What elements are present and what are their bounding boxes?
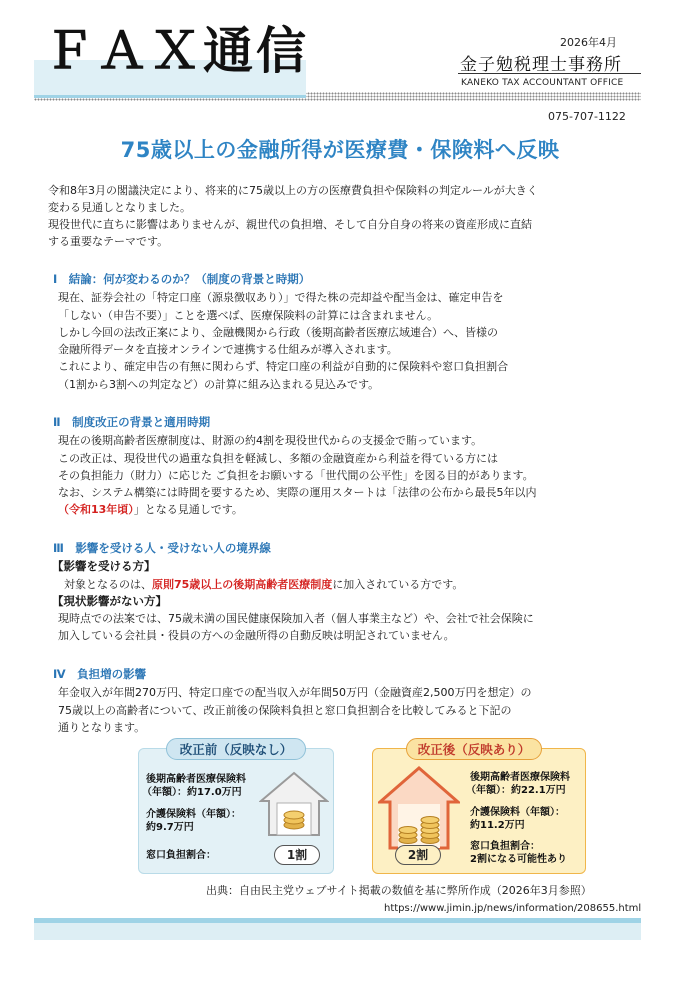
after-copay-value: 2割になる可能性あり <box>470 854 567 865</box>
intro-paragraph <box>48 182 648 250</box>
section-4 <box>48 666 648 736</box>
section-2-heading: Ⅱ 制度改正の背景と適用時期 <box>53 415 211 429</box>
intro-line: 令和8年3月の閣議決定により、将来的に75歳以上の方の医療費負担や保険料の判定ルールが大きく <box>48 184 538 197</box>
before-insurance-label: 後期高齢者医療保険料 <box>146 774 246 785</box>
affected-line <box>58 576 648 593</box>
section-2-line <box>58 501 648 518</box>
intro-line: する重要なテーマです。 <box>48 235 169 248</box>
after-insurance-value: （年額）：約22.1万円 <box>466 785 566 796</box>
main-title: 75歳以上の金融所得が医療費・保険料へ反映 <box>120 138 560 162</box>
before-copay-badge: 1割 <box>274 845 320 865</box>
after-copay-label: 窓口負担割合： <box>470 841 540 852</box>
section-1 <box>48 271 648 393</box>
after-copay-badge: 2割 <box>395 845 441 865</box>
before-care-label: 介護保険料（年額）： <box>146 809 241 820</box>
house-coins-icon <box>259 769 329 839</box>
issue-date: 2026年4月 <box>560 36 617 49</box>
section-4-line: 通りとなります。 <box>58 720 146 734</box>
unaffected-line: 現時点での法案では、75歳未満の国民健康保険加入者（個人事業主など）や、会社で社会保険に <box>58 612 534 626</box>
before-care-value: 約9.7万円 <box>146 822 194 833</box>
affected-pre: 対象となるのは、 <box>64 577 152 591</box>
after-insurance-label: 後期高齢者医療保険料 <box>470 772 570 783</box>
section-1-heading: Ⅰ 結論：何が変わるのか？（制度の背景と時期） <box>53 272 311 286</box>
fax-title: ＦＡＸ通信 <box>44 21 309 80</box>
section-4-heading: Ⅳ 負担増の影響 <box>53 667 147 681</box>
section-1-line: 現在、証券会社の「特定口座（源泉徴収あり）」で得た株の売却益や配当金は、確定申告を <box>58 291 504 305</box>
section-2-line: その負担能力（財力）に応じた ご負担をお願いする「世代間の公平性」を図る目的があります。 <box>58 468 534 482</box>
office-name: 金子勉税理士事務所 <box>460 55 622 75</box>
unaffected-line: 加入している会社員・役員の方への金融所得の自動反映は明記されていません。 <box>58 629 455 643</box>
section-3-heading: Ⅲ 影響を受ける人・受けない人の境界線 <box>53 541 271 555</box>
affected-highlight: 原則75歳以上の後期高齢者医療制度 <box>152 577 333 591</box>
header <box>0 0 680 123</box>
source-note: 出典：自由民主党ウェブサイト掲載の数値を基に弊所作成（2026年3月参照） <box>206 884 592 897</box>
before-copay-label: 窓口負担割合： <box>146 850 216 861</box>
section-2 <box>48 414 648 519</box>
section-4-line: 年金収入が年間270万円、特定口座での配当収入が年間50万円（金融資産2,500万円を想定）の <box>58 686 532 700</box>
section-4-line: 75歳以上の高齢者について、改正前後の保険料負担と窓口負担割合を比較してみると下記の <box>58 703 512 717</box>
phone-number: 075-707-1122 <box>548 110 626 123</box>
section-3 <box>48 540 648 645</box>
footer-strip <box>34 918 641 940</box>
after-reform-title: 改正後（反映あり） <box>406 738 542 760</box>
house-coins-icon <box>378 764 460 854</box>
affected-post: に加入されている方です。 <box>332 577 464 591</box>
schedule-highlight: （令和13年頃） <box>58 503 134 517</box>
section-1-line: （1割から3割への判定など）の計算に組み込まれる見込みです。 <box>58 377 380 391</box>
section-2-line: なお、システム構築には時間を要するため、実際の運用スタートは「法律の公布から最長5年以内 <box>58 486 537 500</box>
source-url: https://www.jimin.jp/news/information/208655.html <box>384 903 642 914</box>
section-2-tail: 」となる見通しです。 <box>133 503 243 517</box>
section-1-line: 「しない（申告不要）」ことを選べば、医療保険料の計算には含まれません。 <box>58 308 439 322</box>
intro-line: 変わる見通しとなりました。 <box>48 201 191 214</box>
section-2-line: この改正は、現役世代の過重な負担を軽減し、多額の金融資産から利益を得ている方には <box>58 451 498 465</box>
intro-line: 現役世代に直ちに影響はありませんが、親世代の負担増、そして自分自身の将来の資産形成に直結 <box>48 218 532 231</box>
after-care-label: 介護保険料（年額）： <box>470 807 565 818</box>
before-reform-title: 改正前（反映なし） <box>166 738 306 760</box>
section-1-line: 金融所得データを直接オンラインで連携する仕組みが導入されます。 <box>58 343 398 357</box>
before-insurance-value: （年額）：約17.0万円 <box>142 787 242 798</box>
section-1-line: これにより、確定申告の有無に関わらず、特定口座の利益が自動的に保険料や窓口負担割合 <box>58 360 509 374</box>
after-care-value: 約11.2万円 <box>470 820 525 831</box>
affected-heading: 【影響を受ける方】 <box>52 559 156 574</box>
section-2-line: 現在の後期高齢者医療制度は、財源の約4割を現役世代からの支援金で賄っています。 <box>58 434 483 448</box>
section-1-line: しかし今回の法改正案により、金融機関から行政（後期高齢者医療広域連合）へ、皆様の <box>58 325 498 339</box>
unaffected-heading: 【現状影響がない方】 <box>52 593 167 608</box>
office-name-en: KANEKO TAX ACCOUNTANT OFFICE <box>461 78 624 88</box>
office-rule <box>458 73 641 74</box>
